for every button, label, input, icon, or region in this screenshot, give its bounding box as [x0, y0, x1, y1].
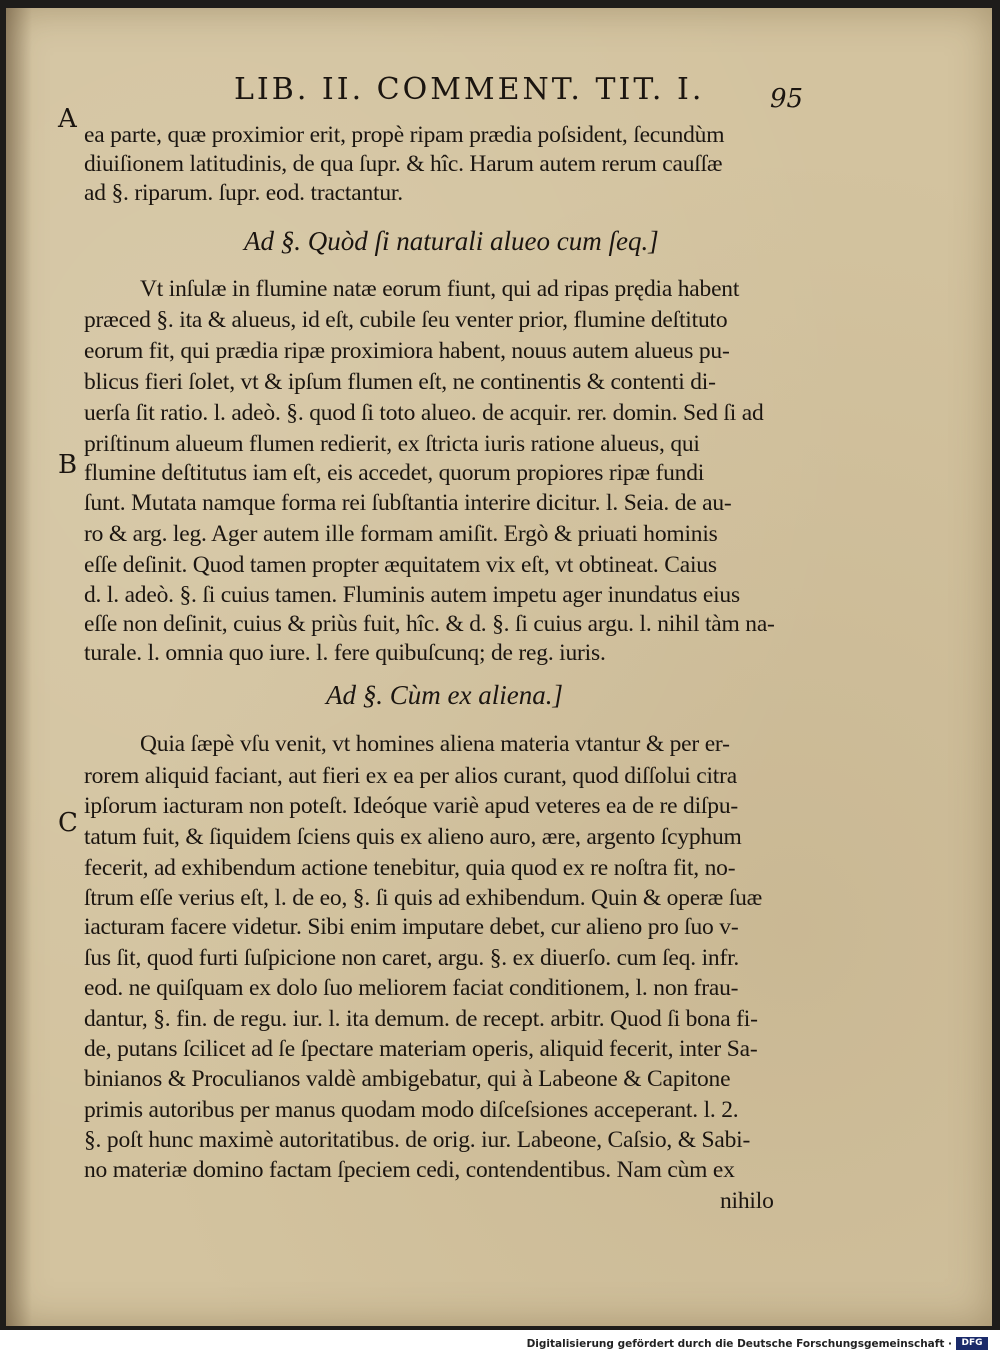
text-line: eſſe non deſinit, cuius & priùs fuit, hîc. & d. §. ſi cuius argu. l. nihil tàm na- — [84, 611, 775, 637]
marginal-letter-a: A — [58, 104, 77, 134]
text-line: Quia ſæpè vſu venit, vt homines aliena materia vtantur & per er- — [140, 731, 730, 757]
section-heading: Ad §. Quòd ſi naturali alueo cum ſeq.] — [244, 226, 659, 256]
text-line: ro & arg. leg. Ager autem ille formam amiſit. Ergò & priuati hominis — [84, 521, 718, 547]
running-head: LIB. II. COMMENT. TIT. I. — [234, 72, 705, 107]
section-heading: Ad §. Cùm ex aliena.] — [326, 680, 563, 710]
text-line: turale. l. omnia quo iure. l. fere quibuſcunq; de reg. iuris. — [84, 640, 606, 666]
text-line: ſtrum eſſe verius eſt, l. de eo, §. ſi quis ad exhibendum. Quin & operæ ſuæ — [84, 885, 763, 911]
text-line: d. l. adeò. §. ſi cuius tamen. Fluminis autem impetu ager inundatus eius — [84, 582, 740, 608]
text-line: flumine deſtitutus iam eſt, eis accedet, quorum propiores ripæ fundi — [84, 460, 705, 486]
text-line: dantur, §. fin. de regu. iur. l. ita demum. de recept. arbitr. Quod ſi bona fi- — [84, 1006, 758, 1032]
text-line: ſunt. Mutata namque forma rei ſubſtantia interire dicitur. l. Seia. de au- — [84, 490, 732, 516]
text-line: no materiæ domino factam ſpeciem cedi, contendentibus. Nam cùm ex — [84, 1157, 735, 1183]
text-line: ea parte, quæ proximior erit, propè ripam prædia poſsident, ſecundùm — [84, 122, 725, 148]
text-line: tatum fuit, & ſiquidem ſciens quis ex alieno auro, ære, argento ſcyphum — [84, 824, 742, 850]
footer-credit: Digitalisierung gefördert durch die Deutsche Forschungsgemeinschaft · — [526, 1338, 952, 1350]
text-line: eorum fit, qui prædia ripæ proximiora habent, nouus autem alueus pu- — [84, 338, 730, 364]
text-line: iacturam facere videtur. Sibi enim imputare debet, cur alieno pro ſuo v- — [84, 914, 739, 940]
text-line: §. poſt hunc maximè autoritatibus. de orig. iur. Labeone, Caſsio, & Sabi- — [84, 1127, 751, 1153]
marginal-letter-c: C — [58, 808, 78, 838]
text-line: eſſe deſinit. Quod tamen propter æquitatem vix eſt, vt obtineat. Caius — [84, 552, 717, 578]
gutter-shadow — [6, 8, 32, 1326]
text-line: ad §. riparum. ſupr. eod. tractantur. — [84, 180, 403, 206]
text-line: fecerit, ad exhibendum actione tenebitur, quia quod ex re noſtra fit, no- — [84, 855, 736, 881]
text-line: ſus ſit, quod furti ſuſpicione non caret, argu. §. ex diuerſo. cum ſeq. infr. — [84, 945, 740, 971]
text-line: blicus fieri ſolet, vt & ipſum flumen eſt, ne continentis & contenti di- — [84, 369, 716, 395]
dfg-logo: DFG — [956, 1337, 988, 1350]
text-line: eod. ne quiſquam ex dolo ſuo meliorem faciat conditionem, l. non frau- — [84, 975, 739, 1001]
text-line: uerſa ſit ratio. l. adeò. §. quod ſi toto alueo. de acquir. rer. domin. Sed ſi ad — [84, 400, 764, 426]
text-line: binianos & Proculianos valdè ambigebatur, qui à Labeone & Capitone — [84, 1066, 731, 1092]
text-line: primis autoribus per manus quodam modo diſceſsiones acceperant. l. 2. — [84, 1097, 739, 1123]
text-line: priſtinum alueum flumen redierit, ex ſtricta iuris ratione alueus, qui — [84, 431, 700, 457]
catchword: nihilo — [720, 1188, 774, 1214]
page-number: 95 — [770, 84, 804, 114]
text-line: præced §. ita & alueus, id eſt, cubile ſeu venter prior, flumine deſtituto — [84, 307, 728, 333]
text-line: de, putans ſcilicet ad ſe ſpectare materiam operis, aliquid fecerit, inter Sa- — [84, 1036, 758, 1062]
text-line: rorem aliquid faciant, aut fieri ex ea per alios curant, quod diſſolui citra — [84, 763, 737, 789]
text-line: diuiſionem latitudinis, de qua ſupr. & hîc. Harum autem rerum cauſſæ — [84, 151, 723, 177]
text-line: Vt inſulæ in flumine natæ eorum fiunt, qui ad ripas prędia habent — [140, 276, 740, 302]
marginal-letter-b: B — [58, 450, 78, 480]
text-line: ipſorum iacturam non poteſt. Ideóque variè apud veteres ea de re diſpu- — [84, 793, 738, 819]
